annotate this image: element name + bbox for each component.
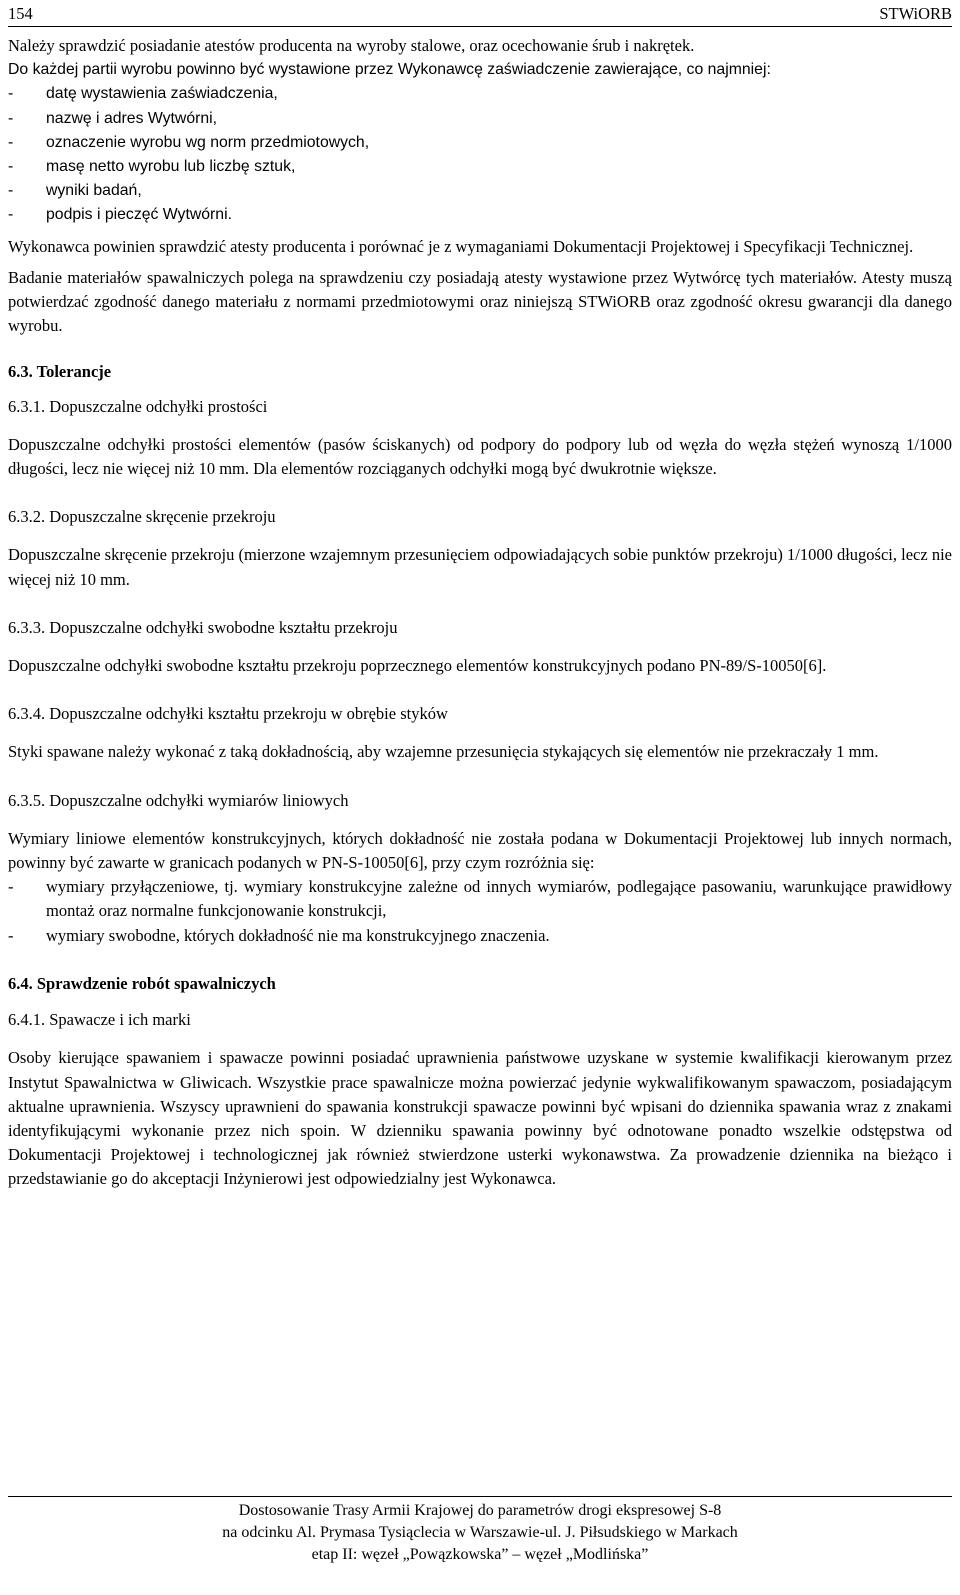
page-number: 154 [8,4,33,23]
section-6-3-5-text: Wymiary liniowe elementów konstrukcyjnych, których dokładność nie została podana w Dokumentacji Projektowej lub innych normach, powinny być zawarte w granicach podanych w PN-S-10050[6], przy czym rozróżnia się: [8,828,952,873]
list-item: - masę netto wyrobu lub liczbę sztuk, [8,158,296,176]
list-item: - wyniki badań, [8,182,142,200]
page-header [8,0,952,27]
footer-line-3: etap II: węzeł „Powązkowska” – węzeł „Modlińska” [311,1546,649,1563]
intro-paragraph-2: Do każdej partii wyrobu powinno być wystawione przez Wykonawcę zaświadczenie zawierające, co najmniej: [8,61,771,79]
dimension-types-list [8,875,952,948]
section-6-3-4-text: Styki spawane należy wykonać z taką dokładnością, aby wzajemne przesunięcia stykających się elementów nie przekraczały 1 mm. [8,742,879,762]
section-6-3-3-heading: 6.3.3. Dopuszczalne odchyłki swobodne kształtu przekroju [8,617,398,637]
list-item: - nazwę i adres Wytwórni, [8,109,218,127]
section-6-3-5-heading: 6.3.5. Dopuszczalne odchyłki wymiarów liniowych [8,790,349,810]
page-footer [8,1496,952,1566]
section-6-3-3-text: Dopuszczalne odchyłki swobodne kształtu przekroju poprzecznego elementów konstrukcyjnych podano PN-89/S-10050[6]. [8,656,827,676]
section-6-4-1-text: Osoby kierujące spawaniem i spawacze powinni posiadać uprawnienia państwowe uzyskane w systemie kwalifikacji kierowanym przez Instytut Spawalnictwa w Gliwicach. Wszystkie prace spawalnicze można powierzać jedynie wykwalifikowanym spawaczom, posiadającym aktualne uprawnienia. Wszyscy uprawnieni do spawania konstrukcji spawacze powinni być wpisani do dziennika spawania wraz z znakami identyfikującymi wykonanie przez nich spoin. W dzienniku spawania powinny być odnotowane ponadto wszelkie odstępstwa od Dokumentacji Projektowej i technologicznej jak również stwierdzone usterki wykonawstwa. Za prowadzenie dziennika na bieżąco i przedstawianie go do akceptacji Inżynierowi jest odpowiedzialny jest Wykonawca. [8,1048,952,1189]
list-item: - wymiary przyłączeniowe, tj. wymiary konstrukcyjne zależne od innych wymiarów, podlegające pasowaniu, warunkujące prawidłowy montaż oraz normalne funkcjonowanie konstrukcji, [8,877,952,921]
intro-paragraph-4: Badanie materiałów spawalniczych polega na sprawdzeniu czy posiadają atesty wystawione przez Wytwórcę tych materiałów. Atesty muszą potwierdzać zgodność danego materiału z normami przedmiotowymi oraz niniejszą STWiORB oraz zgodność okresu gwarancji dla danego wyrobu. [8,267,952,336]
section-6-3-1-text: Dopuszczalne odchyłki prostości elementów (pasów ściskanych) od podpory do podpory lub od węzła do węzła stężeń wynoszą 1/1000 długości, lecz nie więcej niż 10 mm. Dla elementów rozciąganych odchyłki mogą być dwukrotnie większe. [8,434,952,479]
intro-paragraph-1: Należy sprawdzić posiadanie atestów producenta na wyroby stalowe, oraz ocechowanie śrub i nakrętek. [8,36,695,55]
certificate-list [8,82,952,227]
footer-line-2: na odcinku Al. Prymasa Tysiąclecia w Warszawie-ul. J. Piłsudskiego w Markach [222,1524,738,1541]
section-6-3-heading: 6.3. Tolerancje [8,362,112,382]
list-item: - oznaczenie wyrobu wg norm przedmiotowych, [8,133,370,151]
footer-line-1: Dostosowanie Trasy Armii Krajowej do parametrów drogi ekspresowej S-8 [238,1502,722,1519]
intro-paragraph-3: Wykonawca powinien sprawdzić atesty producenta i porównać je z wymaganiami Dokumentacji Projektowej i Specyfikacji Technicznej. [8,236,914,256]
list-item: - wymiary swobodne, których dokładność nie ma konstrukcyjnego znaczenia. [8,925,550,945]
section-6-3-4-heading: 6.3.4. Dopuszczalne odchyłki kształtu przekroju w obrębie styków [8,704,448,724]
list-item: - datę wystawienia zaświadczenia, [8,85,278,103]
header-title: STWiORB [879,4,952,23]
section-6-4-heading: 6.4. Sprawdzenie robót spawalniczych [8,973,276,993]
section-6-3-1-heading: 6.3.1. Dopuszczalne odchyłki prostości [8,396,268,416]
section-6-4-1-heading: 6.4.1. Spawacze i ich marki [8,1010,191,1030]
section-6-3-2-text: Dopuszczalne skręcenie przekroju (mierzone wzajemnym przesunięciem odpowiadających sobie punktów przekroju) 1/1000 długości, lecz nie więcej niż 10 mm. [8,545,952,589]
list-item: - podpis i pieczęć Wytwórni. [8,206,232,224]
page-content [8,34,952,1192]
section-6-3-2-heading: 6.3.2. Dopuszczalne skręcenie przekroju [8,507,276,527]
